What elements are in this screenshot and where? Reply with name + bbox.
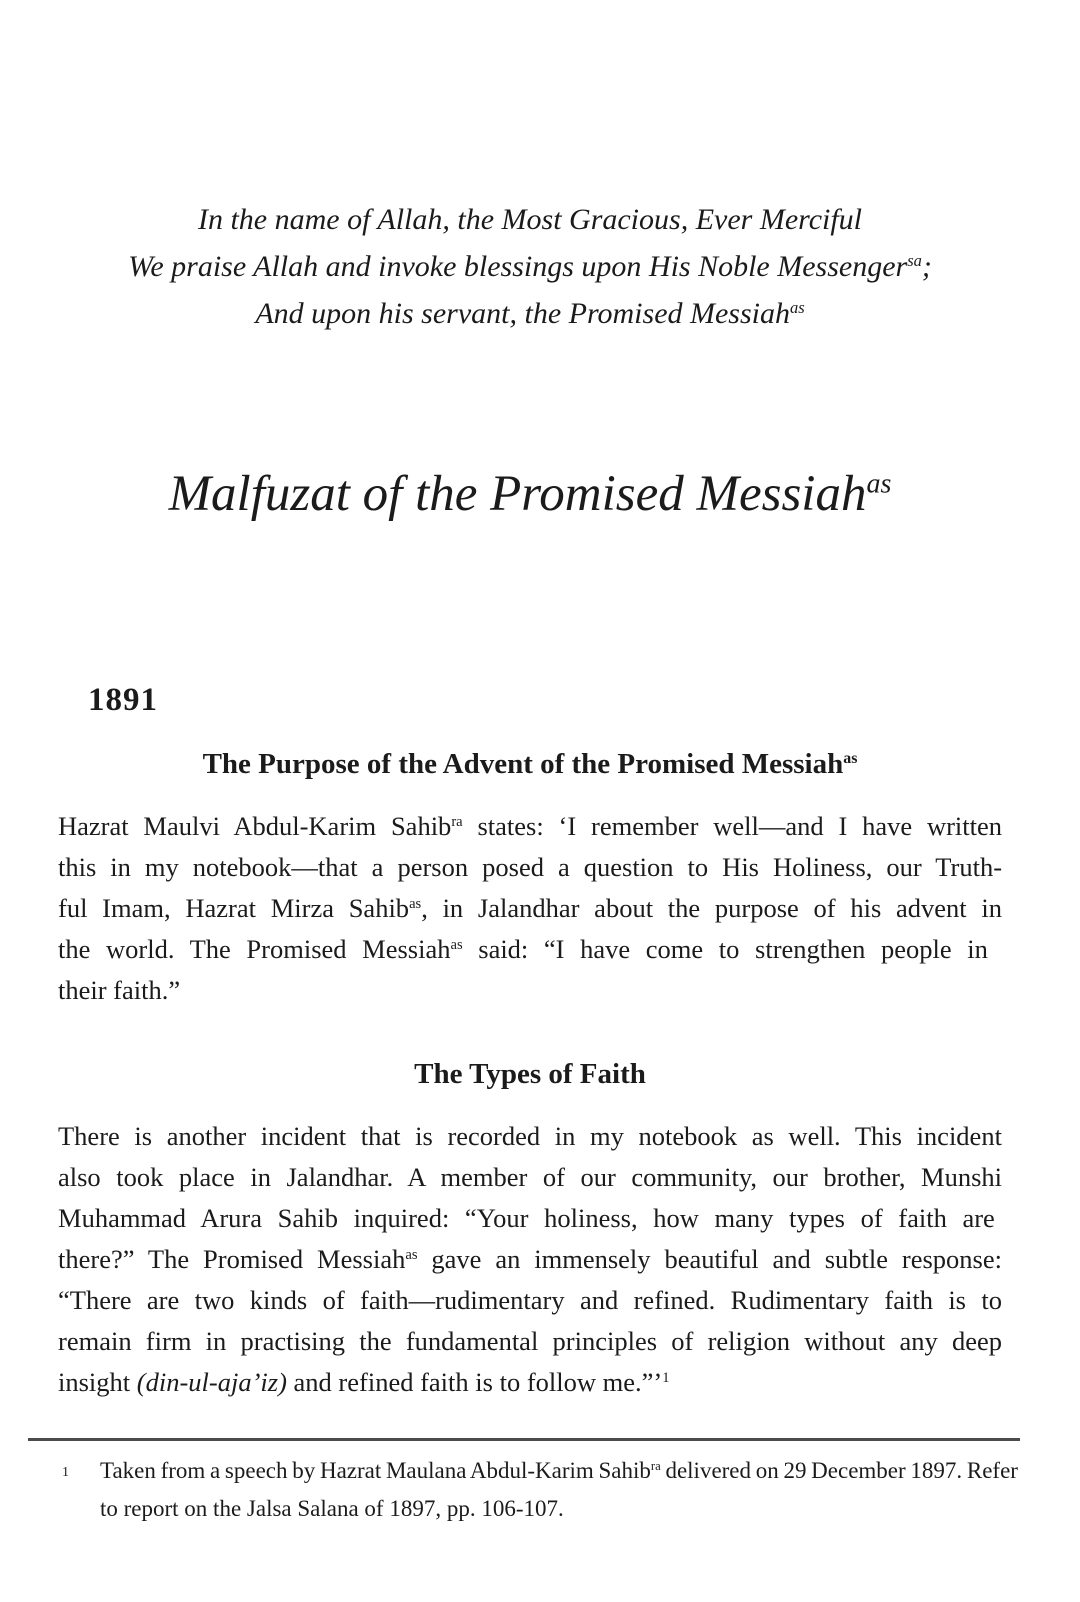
- book-title: Malfuzat of the Promised Messiah$^{as}$: [168, 466, 892, 522]
- body-line: insight (din-ul-aja’iz) and refined faith is to follow me.”’$^1$: [58, 1367, 670, 1397]
- body-line: “There are two kinds of faith—rudimentary and refined. Rudimentary faith is to: [58, 1285, 1002, 1315]
- body-line: remain firm in practising the fundamental principles of religion without any deep: [58, 1326, 1002, 1356]
- year-heading: 1891: [88, 682, 158, 718]
- paragraph-types: [58, 1116, 1002, 1403]
- section-heading-purpose: The Purpose of the Advent of the Promised Messiah$^{as}$: [202, 748, 858, 780]
- footnote-line: to report on the Jalsa Salana of 1897, pp. 106-107.: [100, 1496, 564, 1521]
- paragraph-purpose: [58, 806, 1002, 1011]
- epigraph: [58, 196, 1002, 337]
- body-line: ful Imam, Hazrat Mirza Sahib$^{as}$, in Jalandhar about the purpose of his advent in: [58, 893, 1002, 923]
- body-line: this in my notebook—that a person posed a question to His Holiness, our Truth-: [58, 852, 1003, 882]
- footnote-rule: [28, 1438, 1020, 1441]
- footnote-marker: 1: [62, 1465, 69, 1480]
- body-line: their faith.”: [58, 975, 181, 1005]
- body-line: the world. The Promised Messiah$^{as}$ said: “I have come to strengthen people in: [58, 934, 988, 964]
- body-line: there?” The Promised Messiah$^{as}$ gave an immensely beautiful and subtle response:: [58, 1244, 1002, 1274]
- body-line: There is another incident that is recorded in my notebook as well. This incident: [58, 1121, 1002, 1151]
- footnote-line: Taken from a speech by Hazrat Maulana Abdul-Karim Sahib$^{ra}$ delivered on 29 December 1897. Refer: [100, 1458, 1018, 1483]
- body-line: Muhammad Arura Sahib inquired: “Your holiness, how many types of faith are: [58, 1203, 995, 1233]
- footnote: [58, 1452, 1018, 1528]
- body-line: also took place in Jalandhar. A member of our community, our brother, Munshi: [58, 1162, 1003, 1192]
- epigraph-line: And upon his servant, the Promised Messiah$^{as}$: [255, 297, 805, 330]
- epigraph-line: In the name of Allah, the Most Gracious, Ever Merciful: [197, 203, 863, 236]
- section-heading-types: The Types of Faith: [414, 1058, 646, 1090]
- epigraph-line: We praise Allah and invoke blessings upon His Noble Messenger$^{sa}$;: [128, 250, 932, 283]
- body-line: Hazrat Maulvi Abdul-Karim Sahib$^{ra}$ states: ‘I remember well—and I have written: [58, 811, 1003, 841]
